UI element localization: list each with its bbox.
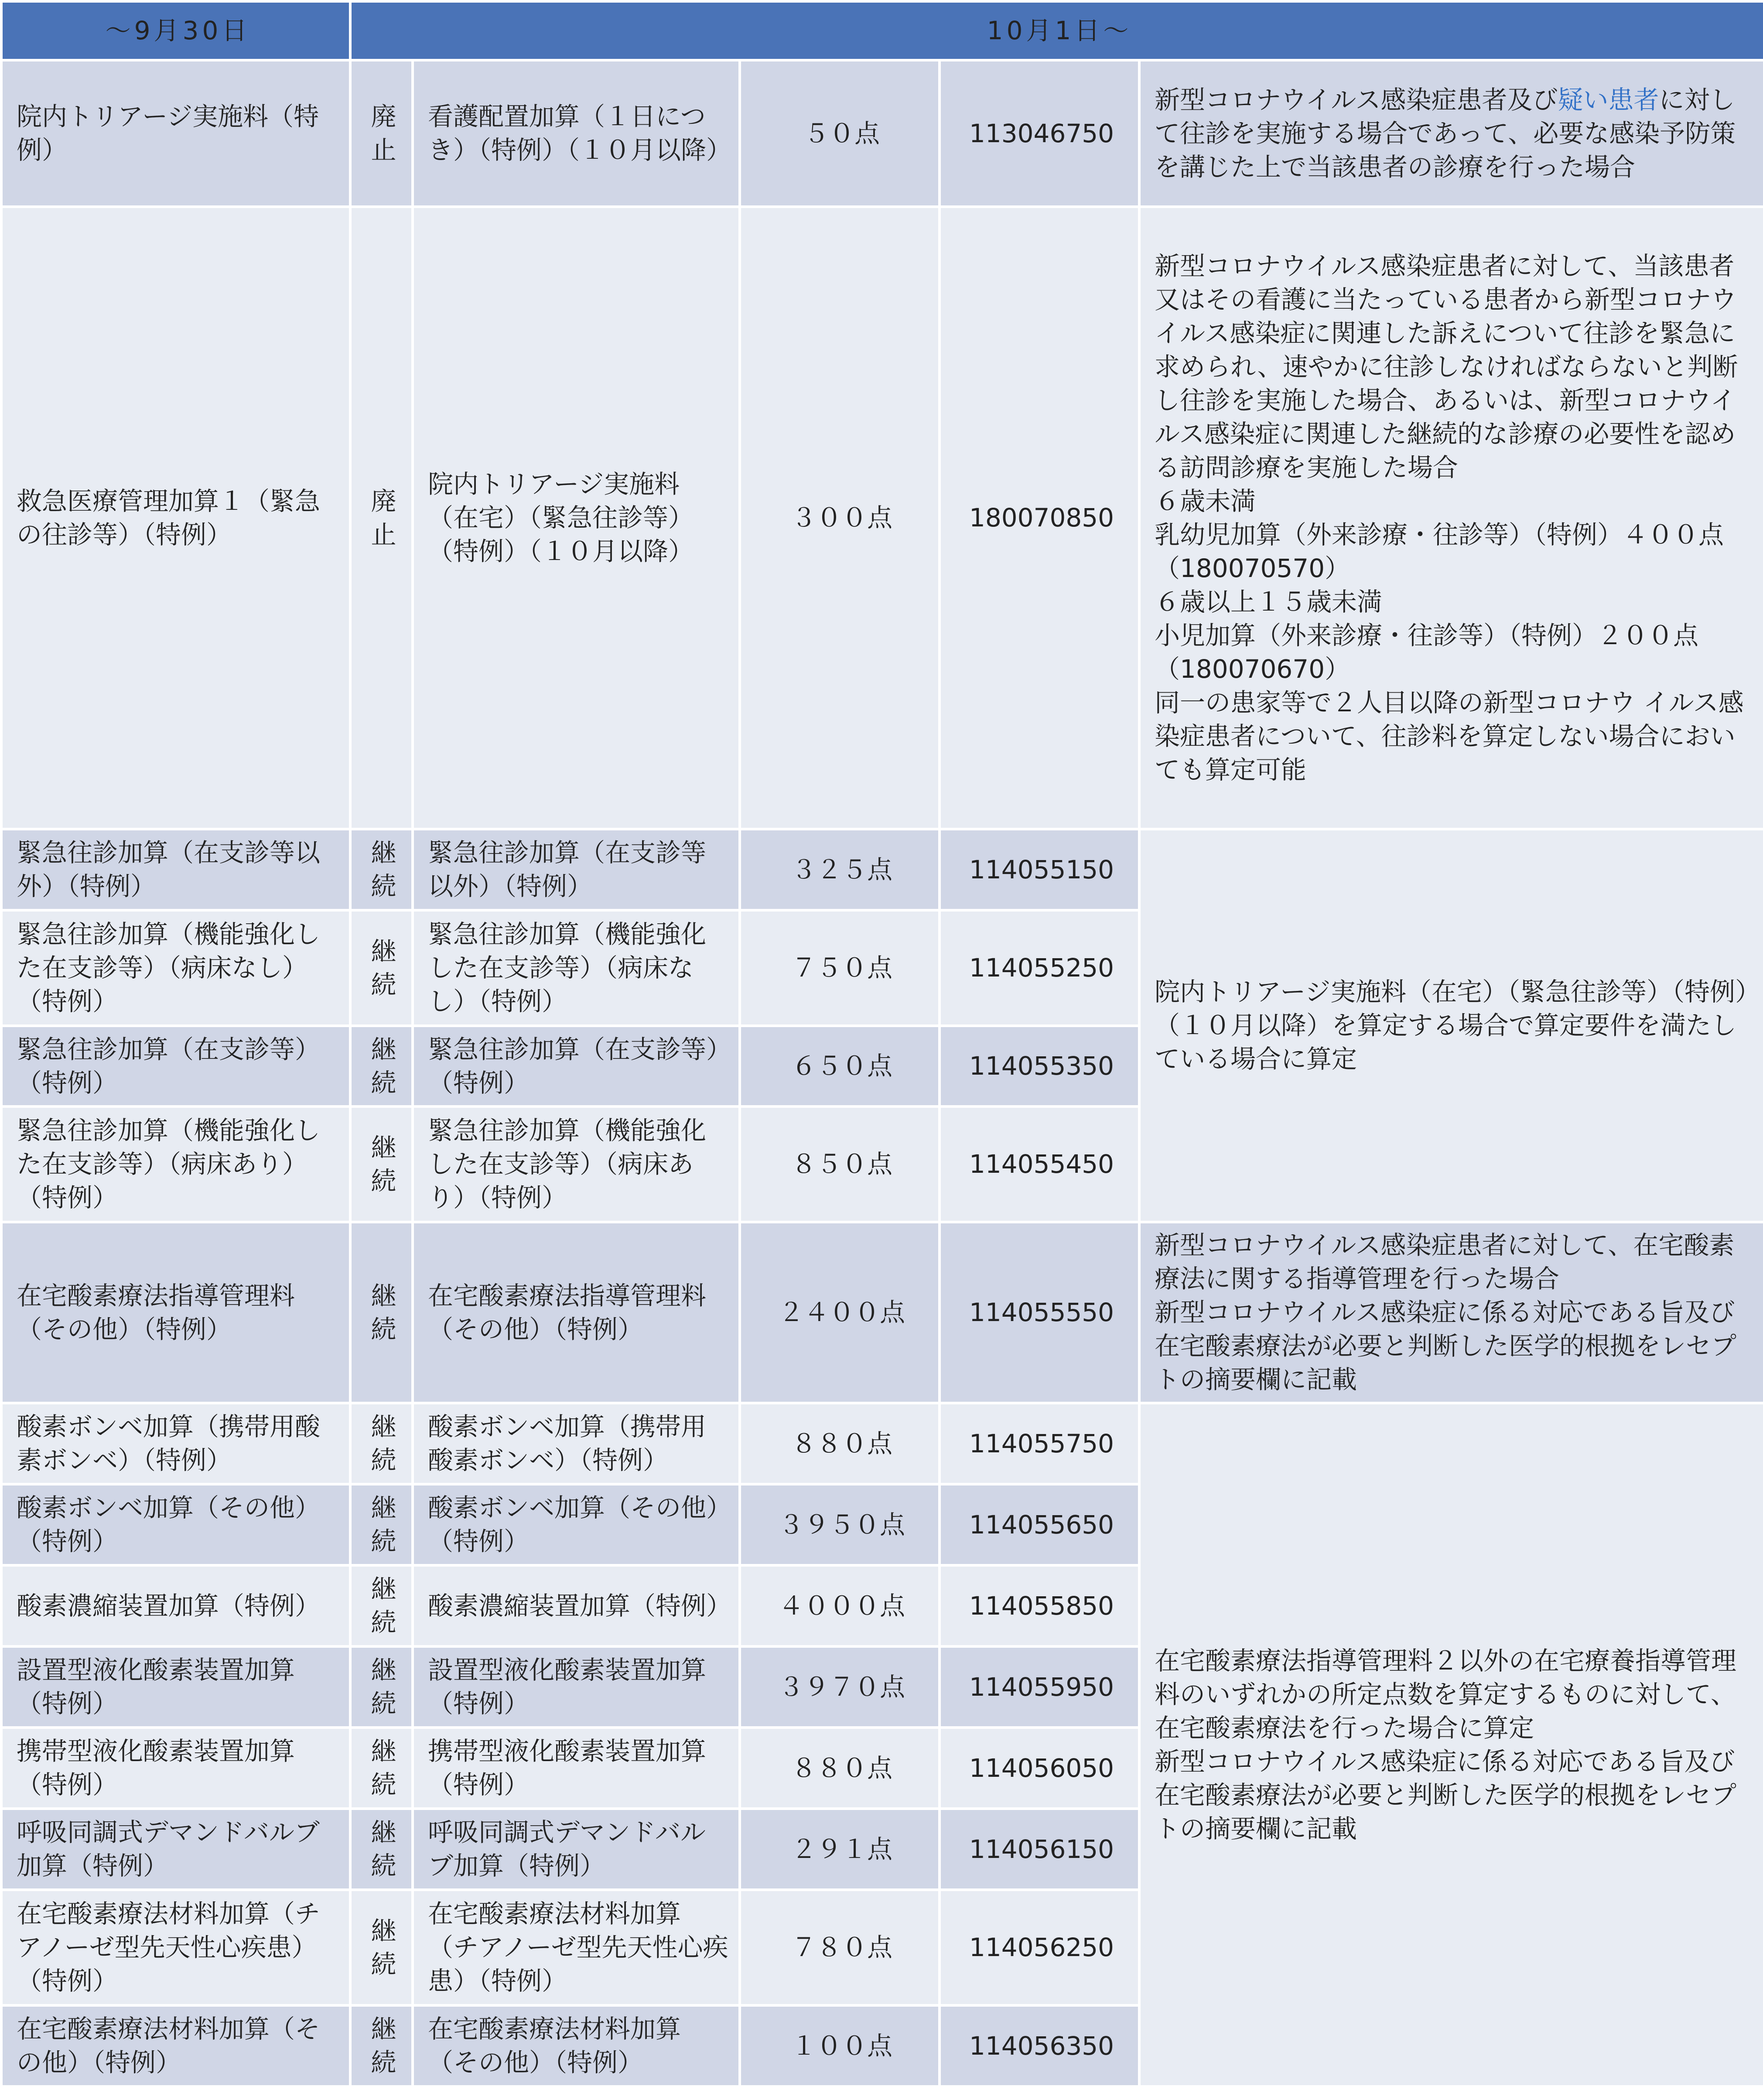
table-row: [1, 829, 1763, 910]
old-item-name: 緊急往診加算（機能強化した在支診等）（病床あり）（特例）: [1, 1106, 350, 1222]
code-cell: 114055950: [940, 1646, 1139, 1728]
status-cell: 継続: [350, 1222, 413, 1403]
new-item-name: 在宅酸素療法材料加算（チアノーゼ型先天性心疾患）（特例）: [413, 1890, 740, 2005]
new-item-name: 酸素ボンベ加算（携帯用酸素ボンベ）（特例）: [413, 1403, 740, 1484]
points-cell: ８５０点: [740, 1106, 940, 1222]
status-cell: 継続: [350, 1106, 413, 1222]
new-item-name: 酸素ボンベ加算（その他）（特例）: [413, 1484, 740, 1565]
points-cell: １００点: [740, 2005, 940, 2086]
points-cell: ８８０点: [740, 1728, 940, 1809]
code-cell: 114056050: [940, 1728, 1139, 1809]
new-item-name: 看護配置加算（１日につき）（特例）（１０月以降）: [413, 60, 740, 207]
old-item-name: 院内トリアージ実施料（特例）: [1, 60, 350, 207]
status-cell: 廃止: [350, 207, 413, 829]
header-before-sep30: ～9月30日: [1, 1, 350, 60]
old-item-name: 設置型液化酸素装置加算（特例）: [1, 1646, 350, 1728]
old-item-name: 在宅酸素療法材料加算（その他）（特例）: [1, 2005, 350, 2086]
code-cell: 114055550: [940, 1222, 1139, 1403]
table-row: [1, 60, 1763, 207]
code-cell: 180070850: [940, 207, 1139, 829]
old-item-name: 緊急往診加算（在支診等）（特例）: [1, 1026, 350, 1106]
points-cell: ３９５０点: [740, 1484, 940, 1565]
code-cell: 114055250: [940, 910, 1139, 1026]
points-cell: ７５０点: [740, 910, 940, 1026]
status-cell: 継続: [350, 1728, 413, 1809]
note-cell: 新型コロナウイルス感染症患者に対して、在宅酸素療法に関する指導管理を行った場合 新型コロナウイルス感染症に係る対応である旨及び在宅酸素療法が必要と判断した医学的根拠をレセプトの摘要欄に記載: [1139, 1222, 1763, 1403]
old-item-name: 呼吸同調式デマンドバルブ加算（特例）: [1, 1809, 350, 1890]
points-cell: ８８０点: [740, 1403, 940, 1484]
old-item-name: 酸素濃縮装置加算（特例）: [1, 1565, 350, 1646]
code-cell: 114055150: [940, 829, 1139, 910]
note-cell: 新型コロナウイルス感染症患者及び疑い患者に対して往診を実施する場合であって、必要な感染予防策を講じた上で当該患者の診療を行った場合: [1139, 60, 1763, 207]
note-cell: 新型コロナウイルス感染症患者に対して、当該患者又はその看護に当たっている患者から新型コロナウイルス感染症に関連した訴えについて往診を緊急に求められ、速やかに往診しなければならないと判断し往診を実施した場合、あるいは、新型コロナウイルス感染症に関連した継続的な診療の必要性を認める訪問診療を実施した場合 ６歳未満 乳幼児加算（外来診療・往診等）（特例）４００点（180070570） ６歳以上１５歳未満 小児加算（外来診療・往診等）（特例）２００点 （180070670） 同一の患家等で２人目以降の新型コロナウ イルス感染症患者について、往診料を算定しない場合においても算定可能: [1139, 207, 1763, 829]
points-cell: ７８０点: [740, 1890, 940, 2005]
new-item-name: 緊急往診加算（機能強化した在支診等）（病床あり）（特例）: [413, 1106, 740, 1222]
header-after-oct1: 10月1日～: [350, 1, 1763, 60]
code-cell: 113046750: [940, 60, 1139, 207]
table-row: [1, 207, 1763, 829]
new-item-name: 設置型液化酸素装置加算（特例）: [413, 1646, 740, 1728]
status-cell: 継続: [350, 1646, 413, 1728]
old-item-name: 在宅酸素療法指導管理料（その他）（特例）: [1, 1222, 350, 1403]
new-item-name: 在宅酸素療法材料加算（その他）（特例）: [413, 2005, 740, 2086]
highlighted-text: 疑い患者: [1558, 85, 1659, 115]
code-cell: 114055750: [940, 1403, 1139, 1484]
table-row: [1, 1403, 1763, 1484]
points-cell: ５０点: [740, 60, 940, 207]
new-item-name: 緊急往診加算（在支診等以外）（特例）: [413, 829, 740, 910]
old-item-name: 救急医療管理加算１（緊急の往診等）（特例）: [1, 207, 350, 829]
code-cell: 114055450: [940, 1106, 1139, 1222]
status-cell: 継続: [350, 829, 413, 910]
status-cell: 継続: [350, 910, 413, 1026]
status-cell: 継続: [350, 1809, 413, 1890]
status-cell: 廃止: [350, 60, 413, 207]
new-item-name: 携帯型液化酸素装置加算（特例）: [413, 1728, 740, 1809]
points-cell: ２４００点: [740, 1222, 940, 1403]
status-cell: 継続: [350, 1403, 413, 1484]
new-item-name: 緊急往診加算（在支診等）（特例）: [413, 1026, 740, 1106]
status-cell: 継続: [350, 2005, 413, 2086]
status-cell: 継続: [350, 1565, 413, 1646]
old-item-name: 在宅酸素療法材料加算（チアノーゼ型先天性心疾患）（特例）: [1, 1890, 350, 2005]
points-cell: ３９７０点: [740, 1646, 940, 1728]
status-cell: 継続: [350, 1890, 413, 2005]
code-cell: 114055350: [940, 1026, 1139, 1106]
new-item-name: 酸素濃縮装置加算（特例）: [413, 1565, 740, 1646]
old-item-name: 酸素ボンベ加算（携帯用酸素ボンベ）（特例）: [1, 1403, 350, 1484]
old-item-name: 酸素ボンベ加算（その他）（特例）: [1, 1484, 350, 1565]
new-item-name: 緊急往診加算（機能強化した在支診等）（病床なし）（特例）: [413, 910, 740, 1026]
points-cell: ３００点: [740, 207, 940, 829]
points-cell: ４０００点: [740, 1565, 940, 1646]
new-item-name: 院内トリアージ実施料（在宅）（緊急往診等）（特例）（１０月以降）: [413, 207, 740, 829]
code-cell: 114055850: [940, 1565, 1139, 1646]
status-cell: 継続: [350, 1484, 413, 1565]
new-item-name: 在宅酸素療法指導管理料（その他）（特例）: [413, 1222, 740, 1403]
code-cell: 114055650: [940, 1484, 1139, 1565]
old-item-name: 携帯型液化酸素装置加算（特例）: [1, 1728, 350, 1809]
code-cell: 114056350: [940, 2005, 1139, 2086]
points-cell: ３２５点: [740, 829, 940, 910]
code-cell: 114056150: [940, 1809, 1139, 1890]
code-cell: 114056250: [940, 1890, 1139, 2005]
table-row: [1, 1222, 1763, 1403]
note-cell-emergency-group: 院内トリアージ実施料（在宅）（緊急往診等）（特例）（１０月以降）を算定する場合で算定要件を満たしている場合に算定: [1139, 829, 1763, 1222]
points-cell: ２９１点: [740, 1809, 940, 1890]
note-cell-oxygen-group: 在宅酸素療法指導管理料２以外の在宅療養指導管理料のいずれかの所定点数を算定するものに対して、在宅酸素療法を行った場合に算定 新型コロナウイルス感染症に係る対応である旨及び在宅酸素療法が必要と判断した医学的根拠をレセプトの摘要欄に記載: [1139, 1403, 1763, 2086]
status-cell: 継続: [350, 1026, 413, 1106]
points-cell: ６５０点: [740, 1026, 940, 1106]
new-item-name: 呼吸同調式デマンドバルブ加算（特例）: [413, 1809, 740, 1890]
old-item-name: 緊急往診加算（機能強化した在支診等）（病床なし）（特例）: [1, 910, 350, 1026]
old-item-name: 緊急往診加算（在支診等以外）（特例）: [1, 829, 350, 910]
